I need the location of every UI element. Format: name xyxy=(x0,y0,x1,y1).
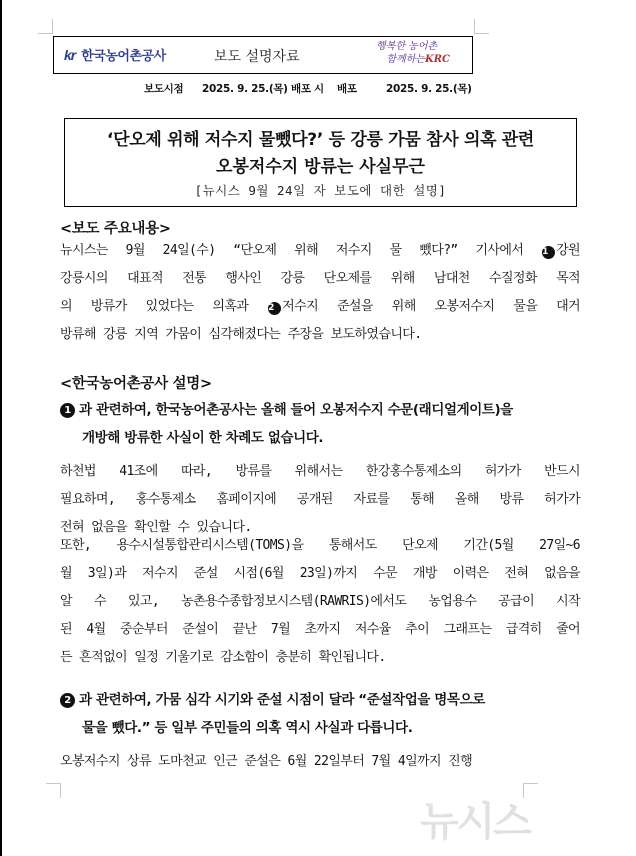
distribute-value: 2025. 9. 25.(목) xyxy=(386,83,472,95)
point-line: 개방해 방류한 사실이 한 차례도 없습니다. xyxy=(82,430,324,446)
document-type-title: 보도 설명자료 xyxy=(214,49,300,65)
text-line: 월 3일)과 저수지 준설 시점(6월 23일)까지 수문 개방 이력은 전혀 없음을 xyxy=(60,566,580,581)
report-summary-heading: <보도 주요내용> xyxy=(60,221,171,237)
explanation-point-1 xyxy=(60,396,580,452)
text-line xyxy=(60,237,580,265)
page-left-border xyxy=(0,0,2,856)
point-line: 물을 뺐다.” 등 일부 주민들의 의혹 역시 사실과 다릅니다. xyxy=(82,720,413,736)
krc-logo xyxy=(64,45,166,64)
explanation-point-2 xyxy=(60,686,580,742)
number-2-icon: 2 xyxy=(268,302,281,315)
text-line: 알 수 있고, 농촌용수종합정보시스템(RAWRIS)에서도 농업용수 공급이 시작 xyxy=(60,594,580,609)
letterhead-box xyxy=(53,36,473,74)
release-dateline xyxy=(0,81,636,97)
headline-subtitle: [뉴시스 9월 24일 자 보도에 대한 설명] xyxy=(194,183,447,198)
text-segment: 뉴시스는 9월 24일(수) “단오제 위해 저수지 물 뺐다?” 기사에서 xyxy=(60,243,542,258)
text-line: 방류해 강릉 지역 가뭄이 심각해졌다는 주장을 보도하였습니다. xyxy=(60,327,422,342)
krc-explanation-heading: <한국농어촌공사 설명> xyxy=(60,376,212,392)
number-2-icon: 2 xyxy=(60,693,75,708)
newsis-watermark: 뉴시스 xyxy=(420,799,530,845)
headline-line1: ‘단오제 위해 저수지 물뺐다?’ 등 강릉 가뭄 참사 의혹 관련 xyxy=(106,130,535,150)
slogan-line1: 행복한 농어촌 xyxy=(376,41,438,52)
release-value: 2025. 9. 25.(목) 배포 시 xyxy=(202,83,324,95)
slogan-logo xyxy=(370,40,450,66)
slogan-brand: KRC xyxy=(425,54,450,65)
text-line: 오봉저수지 상류 도마천교 인근 준설은 6월 22일부터 7월 4일까지 진행 xyxy=(60,754,473,769)
text-line: 하천법 41조에 따라, 방류를 위해서는 한강홍수통제소의 허가가 반드시 xyxy=(60,464,580,479)
text-line: 필요하며, 홍수통제소 홈페이지에 공개된 자료를 통해 올해 방류 허가가 xyxy=(60,492,580,507)
crop-mark-bottom-left xyxy=(46,783,61,798)
crop-mark-top-right xyxy=(474,19,489,34)
report-summary-paragraph xyxy=(60,237,580,349)
number-1-icon: 1 xyxy=(60,403,75,418)
headline-box xyxy=(64,118,577,207)
text-segment: 저수지 준설을 위해 오봉저수지 물을 대거 xyxy=(282,299,580,314)
toms-rawris-paragraph xyxy=(60,532,580,672)
text-line: 든 흔적없이 일정 기울기로 감소함이 충분히 확인됩니다. xyxy=(60,650,386,665)
release-label: 보도시점 xyxy=(144,83,184,95)
text-line: 또한, 용수시설통합관리시스템(TOMS)을 통해서도 단오제 기간(5월 27일~6 xyxy=(60,538,580,553)
slogan-line2: 함께하는 xyxy=(386,54,426,65)
point-line xyxy=(60,396,580,424)
text-line xyxy=(60,293,580,321)
text-segment: 의 방류가 있었다는 의혹과 xyxy=(60,299,268,314)
dredging-paragraph xyxy=(60,748,580,776)
text-segment: 강원 xyxy=(556,243,580,258)
distribute-label: 배포 xyxy=(337,83,357,95)
river-act-paragraph xyxy=(60,458,580,542)
number-1-icon: 1 xyxy=(542,246,555,259)
crop-mark-top-left xyxy=(38,19,53,34)
headline-line2: 오봉저수지 방류는 사실무근 xyxy=(216,157,425,177)
text-line: 강릉시의 대표적 전통 행사인 강릉 단오제를 위해 남대천 수질정화 목적 xyxy=(60,271,580,286)
krc-logo-icon: kr xyxy=(64,46,76,63)
text-segment: 과 관련하여, 한국농어촌공사는 올해 들어 오봉저수지 수문(래디얼게이트)을 xyxy=(79,402,513,418)
point-line xyxy=(60,686,580,714)
org-name: 한국농어촌공사 xyxy=(81,49,166,64)
text-line: 전혀 없음을 확인할 수 있습니다. xyxy=(60,520,252,535)
text-line: 된 4월 중순부터 준설이 끝난 7월 초까지 저수율 추이 그래프는 급격히 줄어 xyxy=(60,622,580,637)
text-segment: 과 관련하여, 가뭄 심각 시기와 준설 시점이 달라 “준설작업을 명목으로 xyxy=(79,692,485,708)
